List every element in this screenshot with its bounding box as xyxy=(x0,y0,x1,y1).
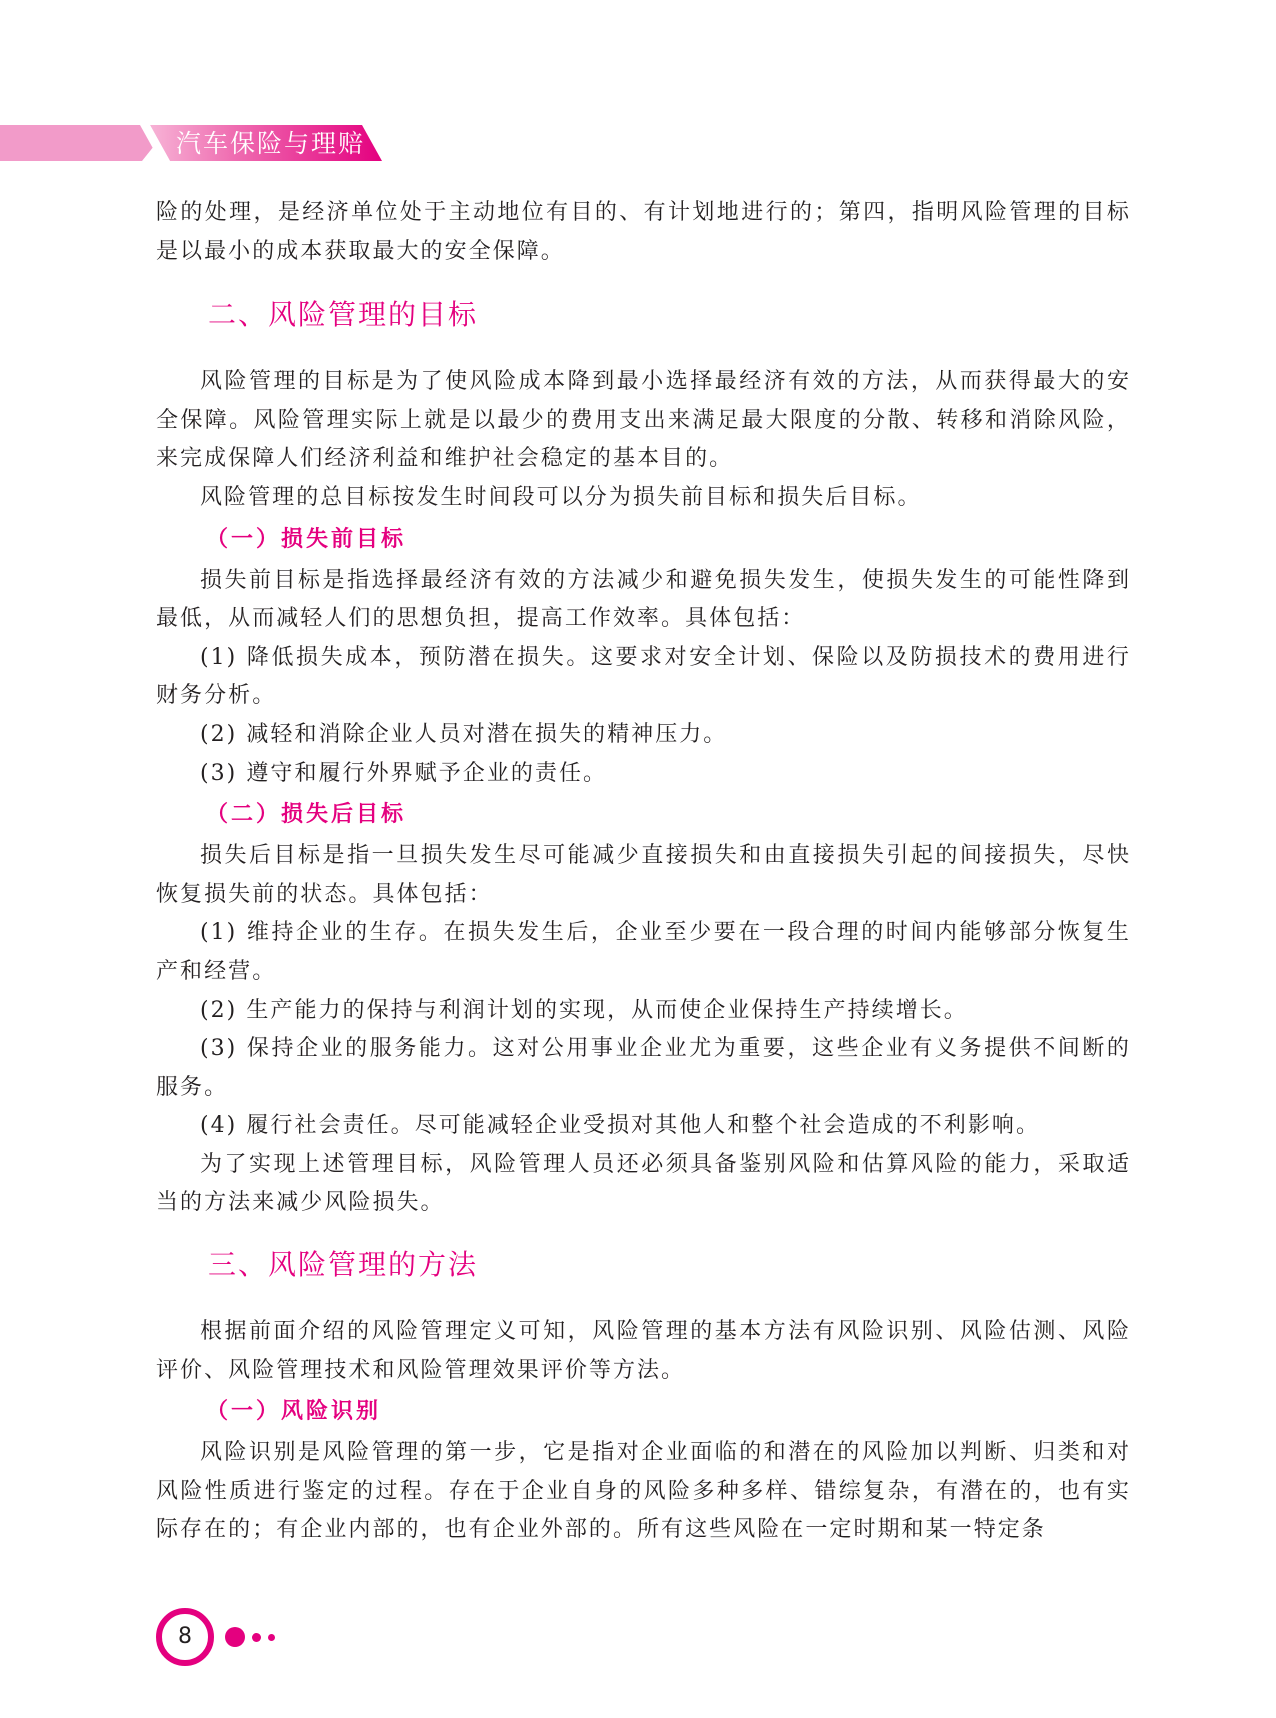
body-paragraph: (4) 履行社会责任。尽可能减轻企业受损对其他人和整个社会造成的不利影响。 xyxy=(200,1113,1041,1139)
footer-dot-large xyxy=(225,1627,245,1647)
page-number: 8 xyxy=(156,1608,214,1666)
body-paragraph: (1) 降低损失成本，预防潜在损失。这要求对安全计划、保险以及防损技术的费用进行财务分析。 xyxy=(156,644,1131,709)
body-paragraph: 为了实现上述管理目标，风险管理人员还必须具备鉴别风险和估算风险的能力，采取适当的方法来减少风险损失。 xyxy=(156,1151,1131,1216)
subsection-heading: （一）损失前目标 xyxy=(206,526,407,552)
body-paragraph: 损失后目标是指一旦损失发生尽可能减少直接损失和由直接损失引起的间接损失，尽快恢复损失前的状态。具体包括： xyxy=(156,843,1131,907)
main-content xyxy=(156,194,1131,1550)
body-paragraph: 风险识别是风险管理的第一步，它是指对企业面临的和潜在的风险加以判断、归类和对风险性质进行鉴定的过程。存在于企业自身的风险多种多样、错综复杂，有潜在的，也有实际存在的；有企业内部的，也有企业外部的。所有这些风险在一定时期和某一特定条 xyxy=(156,1440,1131,1543)
section-heading: 二、风险管理的目标 xyxy=(208,298,479,332)
body-paragraph: (2) 减轻和消除企业人员对潜在损失的精神压力。 xyxy=(200,721,728,747)
running-header-title: 汽车保险与理赔 xyxy=(176,129,366,158)
page-footer xyxy=(156,1606,296,1670)
footer-dot-medium xyxy=(252,1633,261,1642)
body-paragraph: 险的处理，是经济单位处于主动地位有目的、有计划地进行的；第四，指明风险管理的目标是以最小的成本获取最大的安全保障。 xyxy=(156,200,1131,264)
body-paragraph: (2) 生产能力的保持与利润计划的实现，从而使企业保持生产持续增长。 xyxy=(200,997,968,1023)
body-paragraph: 根据前面介绍的风险管理定义可知，风险管理的基本方法有风险识别、风险估测、风险评价、风险管理技术和风险管理效果评价等方法。 xyxy=(156,1319,1131,1383)
body-paragraph: (1) 维持企业的生存。在损失发生后，企业至少要在一段合理的时间内能够部分恢复生产和经营。 xyxy=(156,920,1131,984)
section-heading: 三、风险管理的方法 xyxy=(208,1248,479,1282)
body-paragraph: (3) 保持企业的服务能力。这对公用事业企业尤为重要，这些企业有义务提供不间断的服务。 xyxy=(156,1036,1131,1100)
body-paragraph: 风险管理的目标是为了使风险成本降到最小选择最经济有效的方法，从而获得最大的安全保障。风险管理实际上就是以最少的费用支出来满足最大限度的分散、转移和消除风险，来完成保障人们经济利益和维护社会稳定的基本目的。 xyxy=(156,369,1131,472)
subsection-heading: （一）风险识别 xyxy=(206,1399,382,1425)
subsection-heading: （二）损失后目标 xyxy=(206,802,407,828)
body-paragraph: (3) 遵守和履行外界赋予企业的责任。 xyxy=(200,760,608,786)
body-paragraph: 风险管理的总目标按发生时间段可以分为损失前目标和损失后目标。 xyxy=(200,484,922,510)
body-paragraph: 损失前目标是指选择最经济有效的方法减少和避免损失发生，使损失发生的可能性降到最低，从而减轻人们的思想负担，提高工作效率。具体包括： xyxy=(156,567,1131,632)
footer-dot-small xyxy=(268,1634,275,1641)
